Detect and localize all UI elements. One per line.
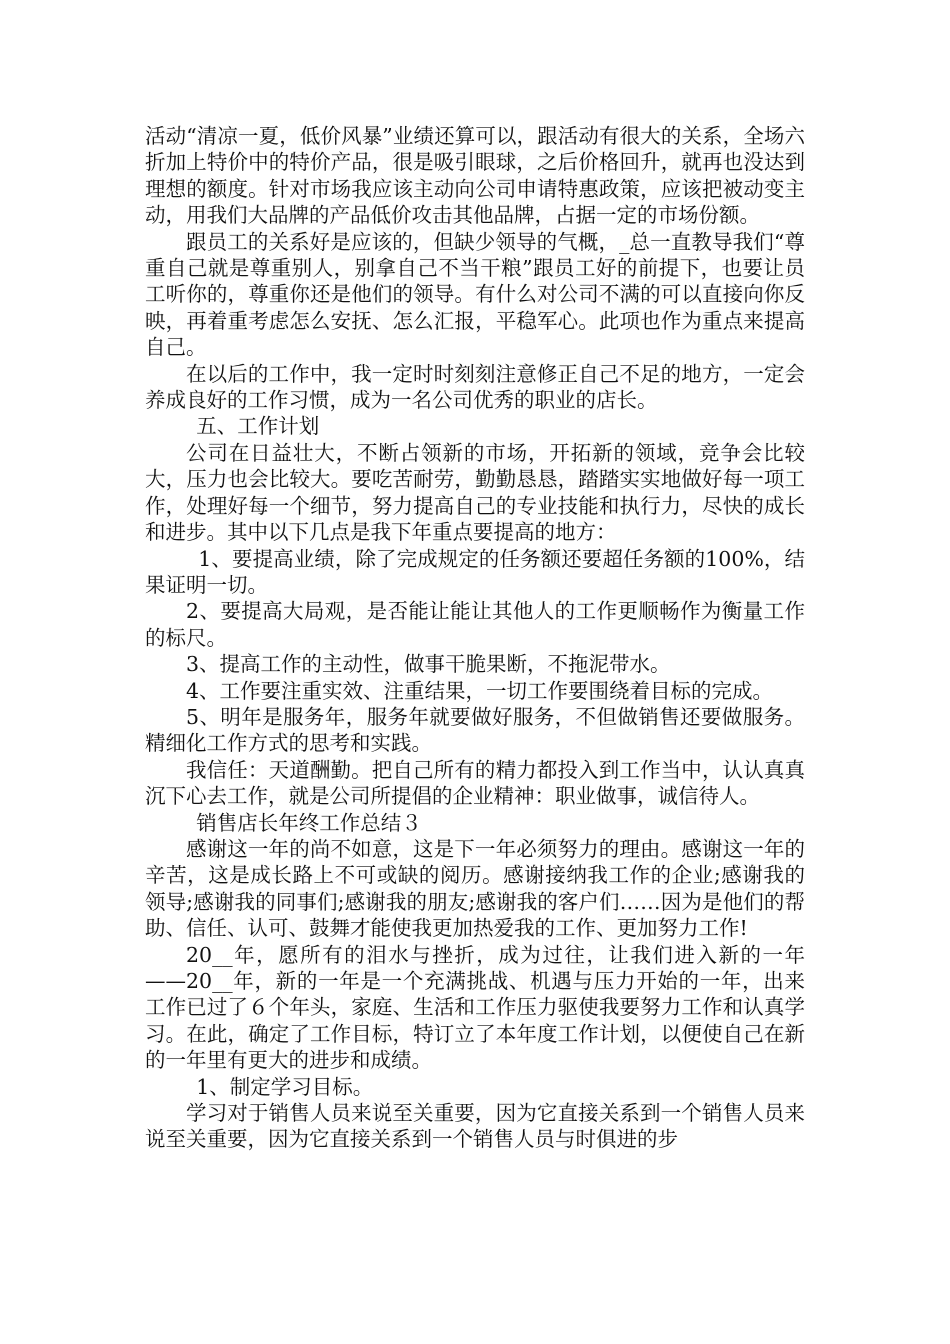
paragraph-new-year: 20__年，愿所有的泪水与挫折，成为过往，让我们进入新的一年——20__年，新的一年是一个充满挑战、机遇与压力开始的一年，出来工作已过了６个年头，家庭、生活和工作压力驱使我要努力工作和认真学习。在此，确定了工作目标，特订立了本年度工作计划，以便使自己在新的一年里有更大的进步和成绩。	[145, 942, 805, 1073]
list-item-2: 2、要提高大局观，是否能让能让其他人的工作更顺畅作为衡量工作的标尺。	[145, 599, 805, 650]
paragraph-learning: 学习对于销售人员来说至关重要，因为它直接关系到一个销售人员来说至关重要，因为它直接关系到一个销售人员与时俱进的步	[145, 1101, 805, 1152]
paragraph-company-growth: 公司在日益壮大，不断占领新的市场，开拓新的领域，竞争会比较大，压力也会比较大。要吃苦耐劳，勤勤恳恳，踏踏实实地做好每一项工作，处理好每一个细节，努力提高自己的专业技能和执行力，尽快的成长和进步。其中以下几点是我下年重点要提高的地方：	[145, 440, 805, 545]
section-heading-learning-goal: 1、制定学习目标。	[196, 1074, 374, 1099]
paragraph-future-work: 在以后的工作中，我一定时时刻刻注意修正自己不足的地方，一定会养成良好的工作习惯，成为一名公司优秀的职业的店长。	[145, 361, 805, 413]
section-heading-summary-3: 销售店长年终工作总结３	[196, 810, 422, 835]
list-item-4: 4、工作要注重实效、注重结果，一切工作要围绕着目标的完成。	[186, 678, 774, 703]
paragraph-belief: 我信任：天道酬勤。把自己所有的精力都投入到工作当中，认认真真沉下心去工作，就是公司所提倡的企业精神：职业做事，诚信待人。	[145, 757, 805, 809]
section-heading-work-plan: 五、工作计划	[196, 414, 320, 439]
list-item-1: 1、要提高业绩，除了完成规定的任务额还要超任务额的100%，结果证明一切。	[145, 546, 805, 597]
document-page	[145, 123, 805, 1153]
paragraph-gratitude: 感谢这一年的尚不如意，这是下一年必须努力的理由。感谢这一年的辛苦，这是成长路上不可或缺的阅历。感谢接纳我工作的企业;感谢我的领导;感谢我的同事们;感谢我的朋友;感谢我的客户们……因为是他们的帮助、信任、认可、鼓舞才能使我更加热爱我的工作、更加努力工作!	[145, 836, 805, 941]
paragraph-activity-review: 活动“清凉一夏，低价风暴”业绩还算可以，跟活动有很大的关系，全场六折加上特价中的特价产品，很是吸引眼球，之后价格回升，就再也没达到理想的额度。针对市场我应该主动向公司申请特惠政策，应该把被动变主动，用我们大品牌的产品低价攻击其他品牌，占据一定的市场份额。	[145, 124, 805, 228]
list-item-3: 3、提高工作的主动性，做事干脆果断，不拖泥带水。	[186, 652, 671, 677]
list-item-5: 5、明年是服务年，服务年就要做好服务，不但做销售还要做服务。精细化工作方式的思考和实践。	[145, 704, 805, 756]
paragraph-staff-relations: 跟员工的关系好是应该的，但缺少领导的气概，_总一直教导我们“尊重自己就是尊重别人，别拿自己不当干粮”跟员工好的前提下，也要让员工听你的，尊重你还是他们的领导。有什么对公司不满的可以直接向你反映，再着重考虑怎么安抚、怎么汇报，平稳军心。此项也作为重点来提高自己。	[145, 229, 805, 360]
